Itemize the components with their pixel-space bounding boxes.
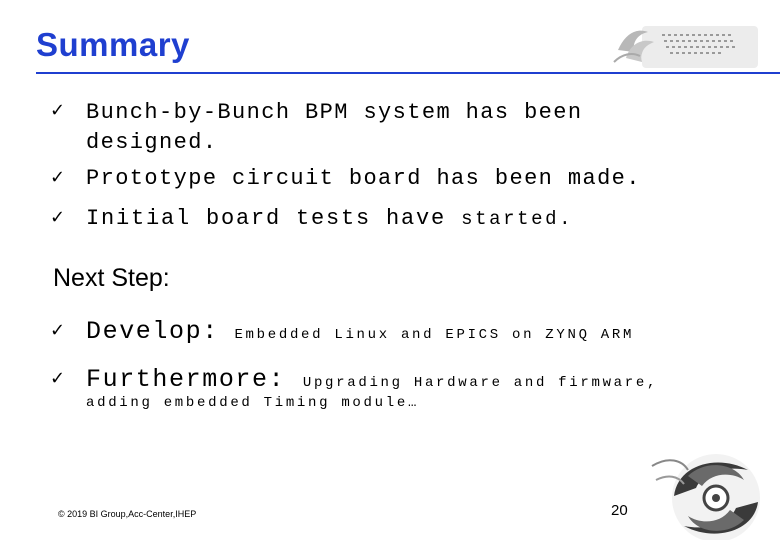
next-step-heading: Next Step: [53, 264, 170, 292]
summary-item-2: Prototype circuit board has been made. [86, 166, 641, 191]
institute-banner-logo-icon [612, 22, 760, 72]
summary-item-1-line-2: designed. [86, 130, 218, 155]
slide-title: Summary [36, 26, 190, 63]
summary-item-3-main: Initial board tests have [86, 206, 447, 231]
bullet-check-icon: ✓ [50, 167, 66, 188]
develop-label: Develop: [86, 317, 219, 346]
bullet-check-icon: ✓ [50, 100, 66, 121]
furthermore-text-line-1: Upgrading Hardware and firmware, [302, 375, 659, 391]
bullet-check-icon: ✓ [50, 320, 66, 341]
next-step-furthermore [86, 365, 658, 394]
furthermore-text-line-2: adding embedded Timing module… [86, 395, 420, 411]
next-step-develop [86, 317, 634, 346]
page-number: 20 [611, 502, 628, 519]
bullet-check-icon: ✓ [50, 207, 66, 228]
summary-item-3 [86, 206, 573, 231]
summary-item-1-line-1: Bunch-by-Bunch BPM system has been [86, 100, 583, 125]
bullet-check-icon: ✓ [50, 368, 66, 389]
ihep-swirl-logo-icon [638, 436, 780, 540]
title-underline [36, 72, 780, 74]
develop-text: Embedded Linux and EPICS on ZYNQ ARM [234, 327, 635, 343]
footer-copyright: © 2019 BI Group,Acc-Center,IHEP [58, 509, 197, 519]
summary-item-3-tail: started. [461, 208, 574, 230]
furthermore-label: Furthermore: [86, 365, 286, 394]
